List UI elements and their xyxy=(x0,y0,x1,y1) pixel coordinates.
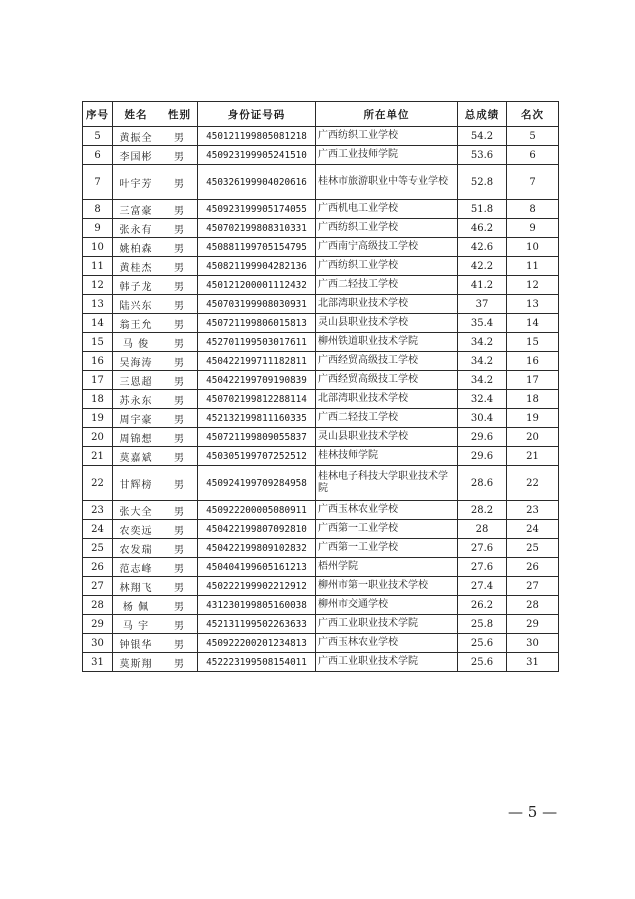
cell-rank: 10 xyxy=(507,238,559,257)
cell-name-gender xyxy=(113,371,198,390)
cell-index: 31 xyxy=(83,653,113,672)
cell-gender: 男 xyxy=(174,452,184,464)
cell-id: 450702199812288114 xyxy=(198,390,316,409)
cell-name-gender xyxy=(113,447,198,466)
cell-index: 12 xyxy=(83,276,113,295)
results-table xyxy=(82,101,559,672)
cell-id: 450922200005080911 xyxy=(198,501,316,520)
cell-rank: 7 xyxy=(507,165,559,200)
cell-name-gender xyxy=(113,295,198,314)
table-row xyxy=(83,466,559,501)
cell-name: 韩子龙 xyxy=(119,281,153,293)
cell-name-gender xyxy=(113,352,198,371)
cell-gender: 男 xyxy=(174,281,184,293)
cell-index: 6 xyxy=(83,146,113,165)
cell-score: 52.8 xyxy=(458,165,507,200)
cell-unit: 柳州市交通学校 xyxy=(316,596,458,615)
table-row xyxy=(83,333,559,352)
cell-score: 28 xyxy=(458,520,507,539)
cell-id: 450305199707252512 xyxy=(198,447,316,466)
cell-rank: 26 xyxy=(507,558,559,577)
cell-unit: 广西南宁高级技工学校 xyxy=(316,238,458,257)
table-row xyxy=(83,447,559,466)
table-row xyxy=(83,596,559,615)
cell-unit: 广西经贸高级技工学校 xyxy=(316,352,458,371)
cell-gender: 男 xyxy=(174,224,184,236)
header-id: 身份证号码 xyxy=(198,102,316,127)
cell-id: 450121200001112432 xyxy=(198,276,316,295)
cell-name: 陆兴东 xyxy=(119,300,153,312)
cell-gender: 男 xyxy=(174,601,184,613)
cell-name: 周宇豪 xyxy=(119,414,153,426)
cell-index: 13 xyxy=(83,295,113,314)
table-row xyxy=(83,428,559,447)
cell-score: 34.2 xyxy=(458,352,507,371)
cell-id: 450422199711182811 xyxy=(198,352,316,371)
cell-name: 林翔飞 xyxy=(119,582,153,594)
cell-index: 24 xyxy=(83,520,113,539)
cell-name-gender xyxy=(113,615,198,634)
cell-unit: 广西工业职业技术学院 xyxy=(316,653,458,672)
cell-rank: 21 xyxy=(507,447,559,466)
cell-unit: 广西第一工业学校 xyxy=(316,539,458,558)
cell-name: 马 宇 xyxy=(122,620,150,632)
cell-unit: 柳州市第一职业技术学校 xyxy=(316,577,458,596)
cell-name: 马 俊 xyxy=(122,338,150,350)
cell-gender: 男 xyxy=(174,205,184,217)
table-row xyxy=(83,200,559,219)
cell-name: 李国彬 xyxy=(119,151,153,163)
cell-id: 450881199705154795 xyxy=(198,238,316,257)
cell-rank: 25 xyxy=(507,539,559,558)
cell-name: 莫嘉斌 xyxy=(119,452,153,464)
cell-rank: 31 xyxy=(507,653,559,672)
cell-unit: 桂林技师学院 xyxy=(316,447,458,466)
cell-name: 叶宇芳 xyxy=(119,178,153,190)
cell-name: 姚柏森 xyxy=(119,243,153,255)
header-rank: 名次 xyxy=(507,102,559,127)
cell-unit: 广西机电工业学校 xyxy=(316,200,458,219)
page-number: — 5 — xyxy=(508,803,558,821)
cell-index: 29 xyxy=(83,615,113,634)
table-row xyxy=(83,146,559,165)
cell-score: 42.2 xyxy=(458,257,507,276)
cell-id: 452701199503017611 xyxy=(198,333,316,352)
cell-id: 452132199811160335 xyxy=(198,409,316,428)
header-row xyxy=(83,102,559,127)
cell-id: 431230199805160038 xyxy=(198,596,316,615)
cell-index: 16 xyxy=(83,352,113,371)
cell-unit: 灵山县职业技术学校 xyxy=(316,314,458,333)
cell-id: 450922200201234813 xyxy=(198,634,316,653)
cell-name: 钟银华 xyxy=(119,639,153,651)
header-gender: 性别 xyxy=(168,108,191,121)
cell-index: 20 xyxy=(83,428,113,447)
cell-gender: 男 xyxy=(174,376,184,388)
table-row xyxy=(83,409,559,428)
cell-name: 三恩超 xyxy=(119,376,153,388)
cell-rank: 23 xyxy=(507,501,559,520)
cell-name-gender xyxy=(113,390,198,409)
cell-name-gender xyxy=(113,501,198,520)
cell-score: 25.6 xyxy=(458,653,507,672)
cell-id: 450222199902212912 xyxy=(198,577,316,596)
cell-rank: 6 xyxy=(507,146,559,165)
cell-score: 26.2 xyxy=(458,596,507,615)
header-unit: 所在单位 xyxy=(316,102,458,127)
cell-score: 28.2 xyxy=(458,501,507,520)
table-row xyxy=(83,615,559,634)
cell-name-gender xyxy=(113,165,198,200)
cell-name: 杨 佩 xyxy=(122,601,150,613)
cell-index: 11 xyxy=(83,257,113,276)
cell-unit: 广西纺织工业学校 xyxy=(316,219,458,238)
cell-gender: 男 xyxy=(174,639,184,651)
cell-name-gender xyxy=(113,219,198,238)
cell-rank: 13 xyxy=(507,295,559,314)
cell-name-gender xyxy=(113,146,198,165)
cell-gender: 男 xyxy=(174,151,184,163)
table-row xyxy=(83,501,559,520)
cell-score: 41.2 xyxy=(458,276,507,295)
cell-rank: 11 xyxy=(507,257,559,276)
table-row xyxy=(83,314,559,333)
cell-id: 450422199709190839 xyxy=(198,371,316,390)
cell-rank: 8 xyxy=(507,200,559,219)
cell-rank: 17 xyxy=(507,371,559,390)
cell-rank: 30 xyxy=(507,634,559,653)
cell-id: 450821199904282136 xyxy=(198,257,316,276)
cell-name: 农奕远 xyxy=(119,525,153,537)
cell-index: 28 xyxy=(83,596,113,615)
cell-id: 450703199908030931 xyxy=(198,295,316,314)
cell-index: 8 xyxy=(83,200,113,219)
cell-gender: 男 xyxy=(174,658,184,670)
cell-score: 25.6 xyxy=(458,634,507,653)
cell-unit: 广西工业职业技术学院 xyxy=(316,615,458,634)
cell-name: 吴海涛 xyxy=(119,357,153,369)
cell-rank: 22 xyxy=(507,466,559,501)
cell-id: 450404199605161213 xyxy=(198,558,316,577)
cell-name-gender xyxy=(113,276,198,295)
cell-index: 21 xyxy=(83,447,113,466)
cell-score: 34.2 xyxy=(458,333,507,352)
cell-name: 甘辉榜 xyxy=(119,479,153,491)
cell-name: 黄桂杰 xyxy=(119,262,153,274)
table-row xyxy=(83,653,559,672)
cell-rank: 20 xyxy=(507,428,559,447)
cell-id: 452131199502263633 xyxy=(198,615,316,634)
table-row xyxy=(83,539,559,558)
cell-score: 32.4 xyxy=(458,390,507,409)
cell-rank: 24 xyxy=(507,520,559,539)
cell-rank: 19 xyxy=(507,409,559,428)
cell-name: 莫斯翔 xyxy=(119,658,153,670)
cell-index: 25 xyxy=(83,539,113,558)
cell-gender: 男 xyxy=(174,544,184,556)
cell-gender: 男 xyxy=(174,357,184,369)
cell-gender: 男 xyxy=(174,414,184,426)
cell-rank: 27 xyxy=(507,577,559,596)
cell-name-gender xyxy=(113,409,198,428)
table-row xyxy=(83,219,559,238)
cell-score: 28.6 xyxy=(458,466,507,501)
cell-score: 46.2 xyxy=(458,219,507,238)
cell-score: 54.2 xyxy=(458,127,507,146)
cell-index: 26 xyxy=(83,558,113,577)
cell-gender: 男 xyxy=(174,479,184,491)
cell-gender: 男 xyxy=(174,178,184,190)
cell-unit: 梧州学院 xyxy=(316,558,458,577)
cell-name: 范志峰 xyxy=(119,563,153,575)
cell-gender: 男 xyxy=(174,338,184,350)
cell-rank: 12 xyxy=(507,276,559,295)
cell-index: 19 xyxy=(83,409,113,428)
cell-unit: 广西玉林农业学校 xyxy=(316,634,458,653)
cell-rank: 9 xyxy=(507,219,559,238)
cell-index: 5 xyxy=(83,127,113,146)
cell-index: 10 xyxy=(83,238,113,257)
cell-name: 周锦想 xyxy=(119,433,153,445)
cell-gender: 男 xyxy=(174,563,184,575)
table-row xyxy=(83,276,559,295)
table-header xyxy=(83,102,559,127)
cell-index: 27 xyxy=(83,577,113,596)
cell-unit: 广西二轻技工学校 xyxy=(316,409,458,428)
cell-score: 35.4 xyxy=(458,314,507,333)
cell-rank: 15 xyxy=(507,333,559,352)
cell-name-gender xyxy=(113,539,198,558)
cell-unit: 广西纺织工业学校 xyxy=(316,127,458,146)
cell-id: 450702199808310331 xyxy=(198,219,316,238)
cell-name-gender xyxy=(113,634,198,653)
cell-id: 450721199806015813 xyxy=(198,314,316,333)
header-score: 总成绩 xyxy=(458,102,507,127)
cell-score: 27.4 xyxy=(458,577,507,596)
table-body xyxy=(83,127,559,672)
cell-gender: 男 xyxy=(174,132,184,144)
cell-name-gender xyxy=(113,520,198,539)
cell-gender: 男 xyxy=(174,300,184,312)
cell-score: 34.2 xyxy=(458,371,507,390)
cell-index: 15 xyxy=(83,333,113,352)
cell-gender: 男 xyxy=(174,506,184,518)
table-row xyxy=(83,634,559,653)
table-row xyxy=(83,520,559,539)
cell-rank: 18 xyxy=(507,390,559,409)
cell-id: 450924199709284958 xyxy=(198,466,316,501)
cell-gender: 男 xyxy=(174,262,184,274)
cell-rank: 28 xyxy=(507,596,559,615)
cell-id: 450422199809102832 xyxy=(198,539,316,558)
cell-id: 450121199805081218 xyxy=(198,127,316,146)
cell-unit: 广西纺织工业学校 xyxy=(316,257,458,276)
table-row xyxy=(83,558,559,577)
cell-name: 苏永东 xyxy=(119,395,153,407)
table-row xyxy=(83,577,559,596)
cell-score: 30.4 xyxy=(458,409,507,428)
cell-gender: 男 xyxy=(174,525,184,537)
cell-unit: 广西二轻技工学校 xyxy=(316,276,458,295)
cell-name: 三富豪 xyxy=(119,205,153,217)
cell-unit: 灵山县职业技术学校 xyxy=(316,428,458,447)
cell-id: 450326199904020616 xyxy=(198,165,316,200)
cell-unit: 桂林市旅游职业中等专业学校 xyxy=(316,165,458,200)
table-row xyxy=(83,127,559,146)
cell-rank: 14 xyxy=(507,314,559,333)
table-row xyxy=(83,295,559,314)
cell-name-gender xyxy=(113,238,198,257)
cell-gender: 男 xyxy=(174,319,184,331)
cell-name: 黄振全 xyxy=(119,132,153,144)
cell-name-gender xyxy=(113,127,198,146)
cell-unit: 柳州铁道职业技术学院 xyxy=(316,333,458,352)
cell-index: 22 xyxy=(83,466,113,501)
cell-score: 29.6 xyxy=(458,447,507,466)
cell-unit: 广西玉林农业学校 xyxy=(316,501,458,520)
cell-id: 450721199809055837 xyxy=(198,428,316,447)
cell-id: 450923199905241510 xyxy=(198,146,316,165)
cell-unit: 北部湾职业技术学校 xyxy=(316,295,458,314)
cell-name-gender xyxy=(113,257,198,276)
cell-name-gender xyxy=(113,314,198,333)
cell-gender: 男 xyxy=(174,620,184,632)
cell-score: 37 xyxy=(458,295,507,314)
cell-name: 张大全 xyxy=(119,506,153,518)
cell-score: 51.8 xyxy=(458,200,507,219)
cell-unit: 桂林电子科技大学职业技术学院 xyxy=(316,466,458,501)
cell-score: 27.6 xyxy=(458,558,507,577)
cell-name-gender xyxy=(113,653,198,672)
cell-name: 张永有 xyxy=(119,224,153,236)
cell-gender: 男 xyxy=(174,243,184,255)
cell-index: 14 xyxy=(83,314,113,333)
cell-index: 18 xyxy=(83,390,113,409)
cell-index: 9 xyxy=(83,219,113,238)
cell-name: 农发瑞 xyxy=(119,544,153,556)
cell-name-gender xyxy=(113,200,198,219)
cell-rank: 29 xyxy=(507,615,559,634)
cell-unit: 广西经贸高级技工学校 xyxy=(316,371,458,390)
cell-name-gender xyxy=(113,333,198,352)
cell-id: 450422199807092810 xyxy=(198,520,316,539)
cell-gender: 男 xyxy=(174,582,184,594)
cell-id: 450923199905174055 xyxy=(198,200,316,219)
header-name: 姓名 xyxy=(124,108,148,121)
cell-gender: 男 xyxy=(174,395,184,407)
cell-score: 42.6 xyxy=(458,238,507,257)
cell-unit: 广西工业技师学院 xyxy=(316,146,458,165)
cell-name: 翁王允 xyxy=(119,319,153,331)
cell-score: 27.6 xyxy=(458,539,507,558)
cell-name-gender xyxy=(113,466,198,501)
table-row xyxy=(83,257,559,276)
cell-id: 452223199508154011 xyxy=(198,653,316,672)
cell-gender: 男 xyxy=(174,433,184,445)
cell-name-gender xyxy=(113,428,198,447)
cell-unit: 广西第一工业学校 xyxy=(316,520,458,539)
table-row xyxy=(83,390,559,409)
cell-name-gender xyxy=(113,577,198,596)
cell-rank: 5 xyxy=(507,127,559,146)
table-row xyxy=(83,352,559,371)
header-index: 序号 xyxy=(83,102,113,127)
cell-score: 53.6 xyxy=(458,146,507,165)
cell-index: 30 xyxy=(83,634,113,653)
cell-score: 29.6 xyxy=(458,428,507,447)
header-name-gender xyxy=(113,102,198,127)
table-row xyxy=(83,371,559,390)
cell-index: 7 xyxy=(83,165,113,200)
cell-name-gender xyxy=(113,596,198,615)
cell-unit: 北部湾职业技术学校 xyxy=(316,390,458,409)
cell-score: 25.8 xyxy=(458,615,507,634)
cell-index: 17 xyxy=(83,371,113,390)
cell-name-gender xyxy=(113,558,198,577)
table-row xyxy=(83,165,559,200)
table-row xyxy=(83,238,559,257)
cell-rank: 16 xyxy=(507,352,559,371)
cell-index: 23 xyxy=(83,501,113,520)
